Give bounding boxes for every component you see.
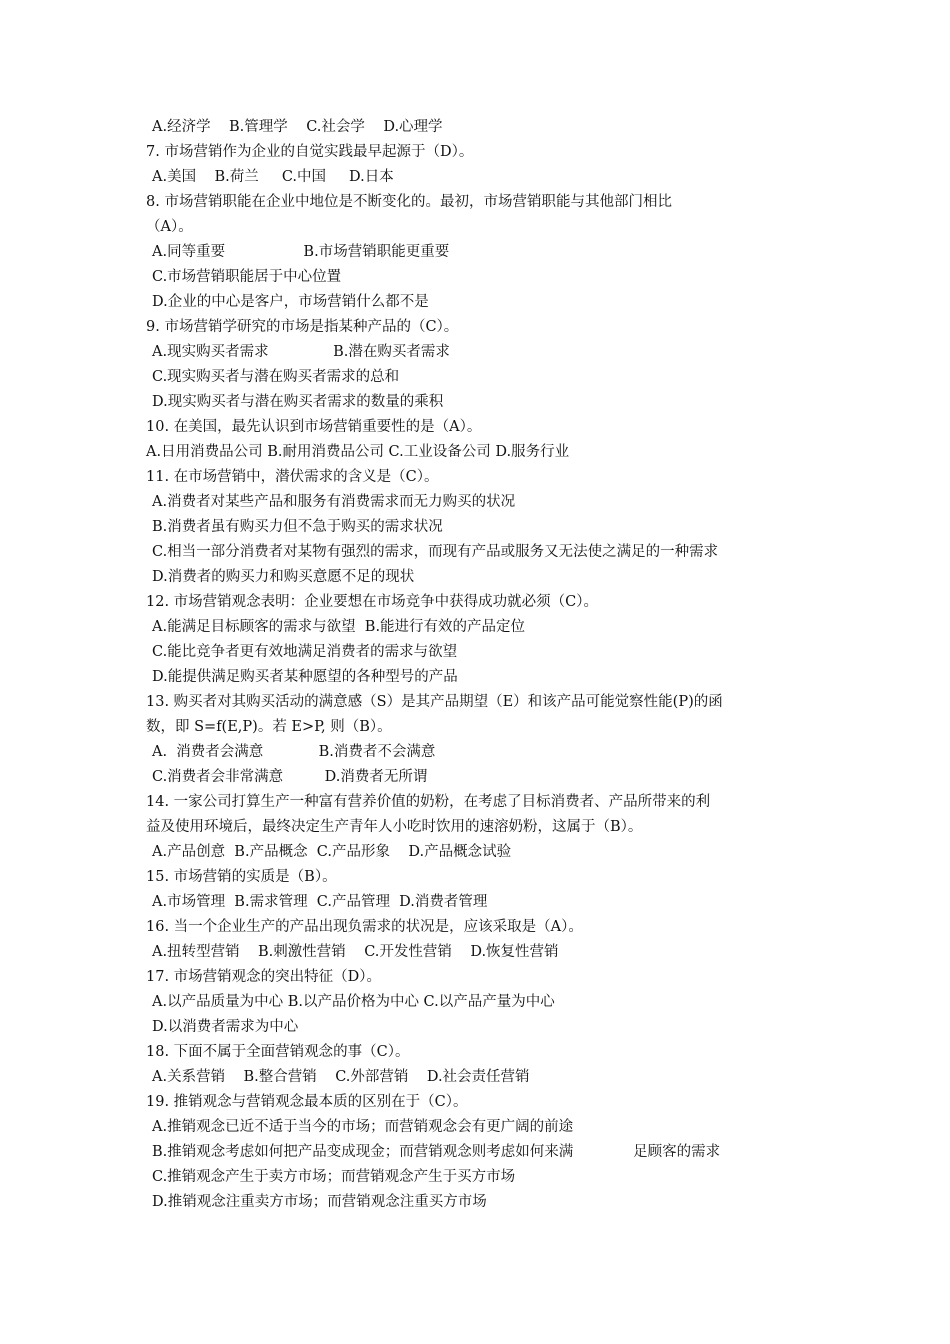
text-line: A. 消费者会满意 B.消费者不会满意 [152,744,436,760]
text-line: D.消费者的购买力和购买意愿不足的现状 [152,569,415,585]
text-line: A.美国 B.荷兰 C.中国 D.日本 [152,169,394,185]
text-line: C.消费者会非常满意 D.消费者无所谓 [152,769,428,785]
text-line: （A）。 [146,219,193,235]
text-line: A.产品创意 B.产品概念 C.产品形象 D.产品概念试验 [152,844,512,860]
text-line: A.扭转型营销 B.刺激性营销 C.开发性营销 D.恢复性营销 [152,944,559,960]
text-line: C.市场营销职能居于中心位置 [152,269,342,285]
text-line: A.关系营销 B.整合营销 C.外部营销 D.社会责任营销 [152,1069,530,1085]
text-line: A.市场管理 B.需求管理 C.产品管理 D.消费者管理 [152,894,488,910]
text-line: 11. 在市场营销中，潜伏需求的含义是（C）。 [146,469,439,485]
text-line: 15. 市场营销的实质是（B）。 [146,869,337,885]
text-line: D.推销观念注重卖方市场；而营销观念注重买方市场 [152,1194,487,1210]
text-line: D.以消费者需求为中心 [152,1019,299,1035]
text-line: 10. 在美国，最先认识到市场营销重要性的是（A）。 [146,419,482,435]
text-line: 益及使用环境后，最终决定生产青年人小吃时饮用的速溶奶粉，这属于（B）。 [146,819,643,835]
text-line: 17. 市场营销观念的突出特征（D）。 [146,969,382,985]
text-line: A.日用消费品公司 B.耐用消费品公司 C.工业设备公司 D.服务行业 [146,444,570,460]
text-line: A.以产品质量为中心 B.以产品价格为中心 C.以产品产量为中心 [152,994,555,1010]
text-line: A.推销观念已近不适于当今的市场；而营销观念会有更广阔的前途 [152,1119,574,1135]
text-line: 16. 当一个企业生产的产品出现负需求的状况是，应该采取是（A）。 [146,919,583,935]
text-line: 18. 下面不属于全面营销观念的事（C）。 [146,1044,410,1060]
text-line: 8. 市场营销职能在企业中地位是不断变化的。最初，市场营销职能与其他部门相比 [146,194,672,210]
text-line: 12. 市场营销观念表明：企业要想在市场竞争中获得成功就必须（C）。 [146,594,599,610]
text-line: C.相当一部分消费者对某物有强烈的需求，而现有产品或服务又无法使之满足的一种需求 [152,544,719,560]
text-line: A.经济学 B.管理学 C.社会学 D.心理学 [152,119,443,135]
text-line: C.现实购买者与潜在购买者需求的总和 [152,369,400,385]
text-line: 14. 一家公司打算生产一种富有营养价值的奶粉，在考虑了目标消费者、产品所带来的利 [146,794,711,810]
text-line: A.能满足目标顾客的需求与欲望 B.能进行有效的产品定位 [152,619,526,635]
text-line: 19. 推销观念与营销观念最本质的区别在于（C）。 [146,1094,468,1110]
text-line: B.消费者虽有购买力但不急于购买的需求状况 [152,519,443,535]
text-line: B.推销观念考虑如何把产品变成现金；而营销观念则考虑如何来满 足顾客的需求 [152,1144,721,1160]
text-line: 13. 购买者对其购买活动的满意感（S）是其产品期望（E）和该产品可能觉察性能(P)的函 [146,694,723,710]
text-line: A.现实购买者需求 B.潜在购买者需求 [152,344,450,360]
text-line: A.消费者对某些产品和服务有消费需求而无力购买的状况 [152,494,516,510]
text-line: 数，即 S=f(E,P)。若 E>P, 则（B）。 [146,719,392,735]
text-line: C.推销观念产生于卖方市场；而营销观念产生于买方市场 [152,1169,516,1185]
text-line: C.能比竞争者更有效地满足消费者的需求与欲望 [152,644,458,660]
text-line: 9. 市场营销学研究的市场是指某种产品的（C）。 [146,319,459,335]
text-line: D.企业的中心是客户，市场营销什么都不是 [152,294,429,310]
text-line: D.能提供满足购买者某种愿望的各种型号的产品 [152,669,458,685]
text-line: A.同等重要 B.市场营销职能更重要 [152,244,450,260]
text-line: 7. 市场营销作为企业的自觉实践最早起源于（D）。 [146,144,474,160]
text-line: D.现实购买者与潜在购买者需求的数量的乘积 [152,394,444,410]
